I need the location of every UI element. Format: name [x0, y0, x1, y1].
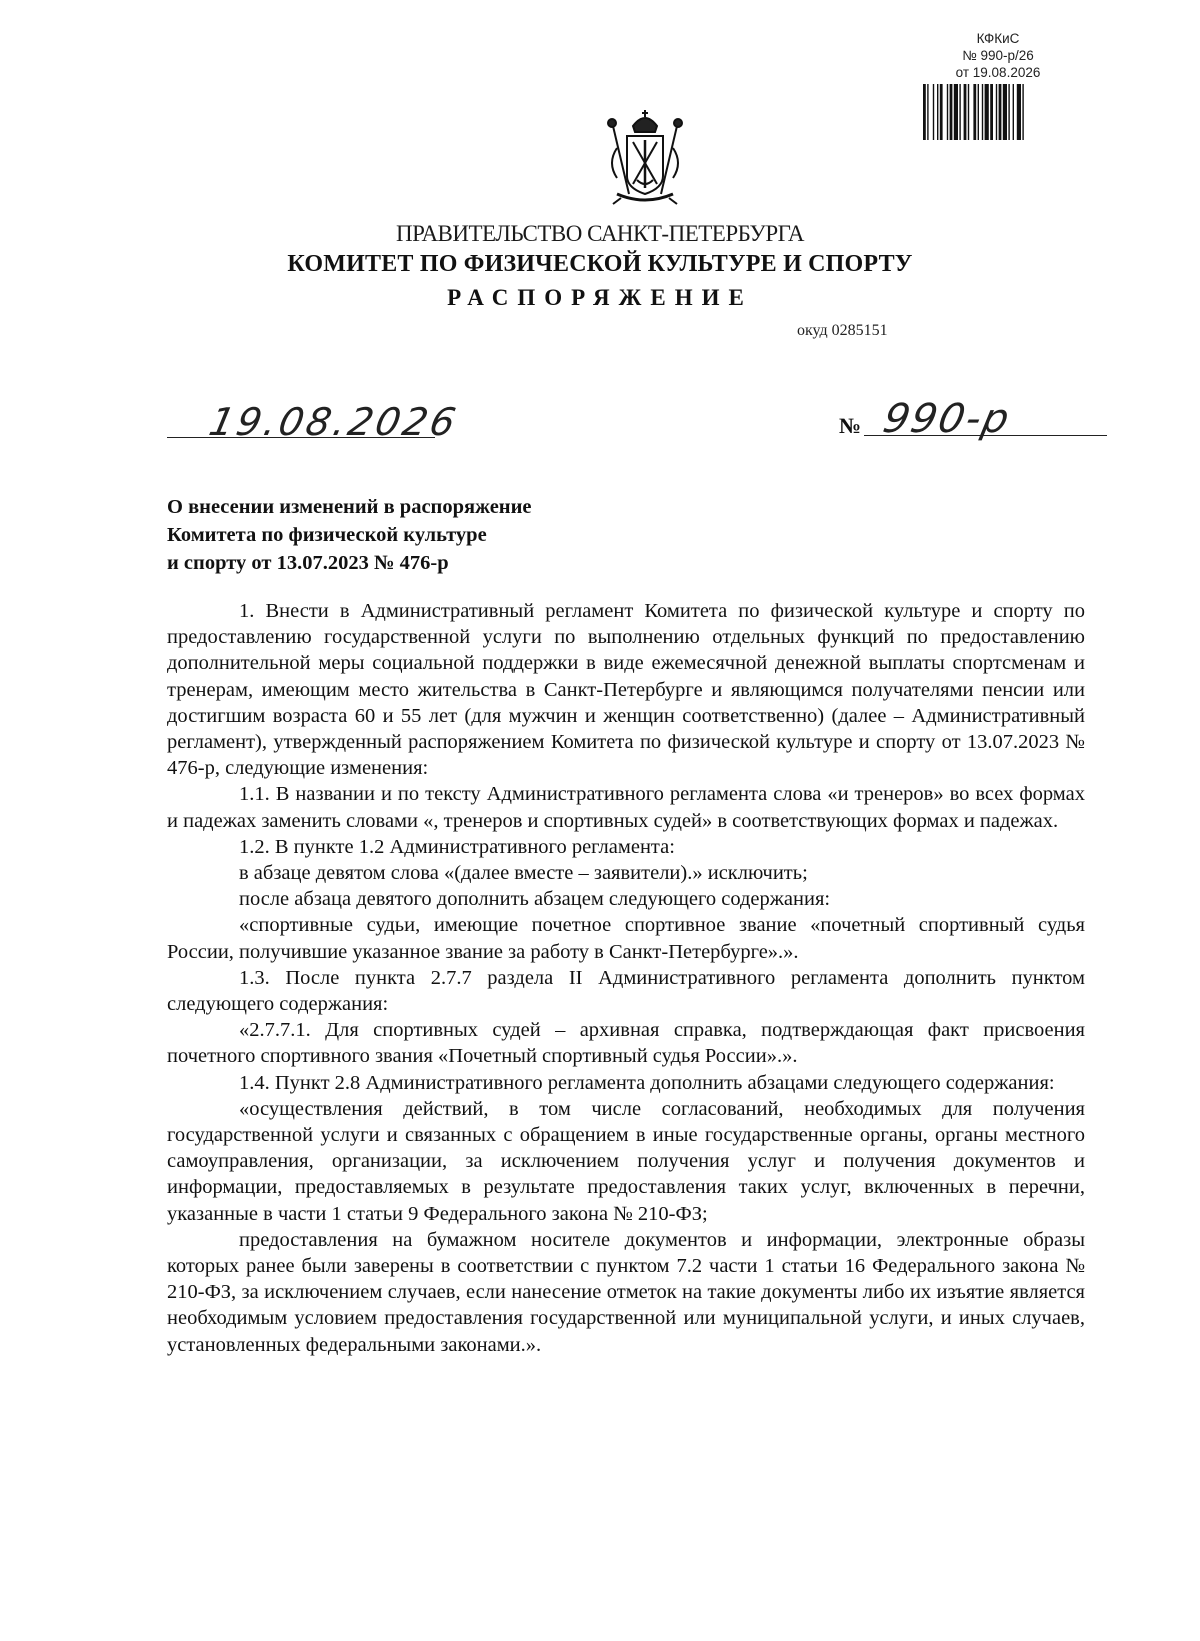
subject-line: О внесении изменений в распоряжение	[167, 496, 532, 518]
barcode-bar	[1002, 84, 1006, 140]
barcode-bar	[959, 84, 960, 140]
body-paragraph: 1.2. В пункте 1.2 Административного регламента:	[239, 835, 675, 858]
barcode-bar	[949, 84, 952, 140]
barcode-bar	[939, 84, 942, 140]
subject-line: Комитета по физической культуре	[167, 524, 487, 546]
okud-code: окуд 0285151	[797, 322, 888, 339]
barcode-bar	[1022, 84, 1023, 140]
body-paragraph: в абзаце девятом слова «(далее вместе – заявители).» исключить;	[239, 862, 808, 885]
barcode-bar	[927, 84, 928, 140]
body-paragraph: «2.7.7.1. Для спортивных судей – архивная справка, подтверждающая факт присвоения почетного спортивного звания «Почетный спортивный судья России».».	[167, 1019, 1085, 1068]
body-paragraph: «осуществления действий, в том числе согласований, необходимых для получения государственной услуги и связанных с обращением в иные государственные органы, органы местного самоуправления, организации, за исключением получения услуг и получения документов и информации, предоставляемых в результате предоставления таких услуг, включенных в перечни, указанные в части 1 статьи 9 Федерального закона № 210-ФЗ;	[167, 1097, 1085, 1225]
handwritten-date: 19.08.2026	[205, 400, 463, 444]
coat-of-arms-icon	[599, 108, 691, 208]
handwritten-number: 990-р	[879, 396, 1016, 442]
barcode-bar	[937, 84, 938, 140]
stamp-reg-date: от 19.08.2026	[955, 65, 1041, 80]
body-paragraph: 1. Внести в Административный регламент Комитета по физической культуре и спорту по предоставлению государственной услуги по выполнению отдельных функций по предоставлению дополнительной меры социальной поддержки в виде ежемесячной денежной выплаты спортсменам и тренерам, имеющим место жительства в Санкт-Петербурге и являющимся получателями пенсии или достигшим возраста 60 и 55 лет (для мужчин и женщин соответственно) (далее – Административный регламент), утвержденный распоряжением Комитета по физической культуре и спорту от 13.07.2023 № 476-р, следующие изменения:	[167, 600, 1085, 780]
body-paragraph: предоставления на бумажном носителе документов и информации, электронные образы которых ранее были заверены в соответствии с пунктом 7.2 части 1 статьи 16 Федерального закона № 210-ФЗ, за исключением случаев, если нанесение отметок на такие документы либо их изъятие является необходимым условием предоставления государственной или муниципальной услуги, и иных случаев, установленных федеральными законами.».	[167, 1228, 1085, 1356]
registration-stamp	[918, 30, 1078, 140]
document-subject	[167, 493, 667, 577]
barcode-icon	[921, 84, 1076, 140]
barcode-bar	[995, 84, 996, 140]
barcode-bar	[1012, 84, 1013, 140]
barcode-bar	[977, 84, 978, 140]
body-paragraph: после абзаца девятого дополнить абзацем следующего содержания:	[239, 888, 831, 911]
body-paragraph: 1.1. В названии и по тексту Административного регламента слова «и тренеров» во всех формах и падежах заменить словами «, тренеров и спортивных судей» в соответствующих формах и падежах.	[167, 783, 1085, 832]
barcode-bar	[984, 84, 988, 140]
document-type: РАСПОРЯЖЕНИЕ	[447, 285, 753, 310]
barcode-bar	[1008, 84, 1009, 140]
barcode-bar	[953, 84, 957, 140]
body-paragraph: 1.3. После пункта 2.7.7 раздела II Административного регламента дополнить пунктом следующего содержания:	[167, 966, 1085, 1016]
body-paragraph: «спортивные судьи, имеющие почетное спортивное звание «почетный спортивный судья России, получившие указанное звание за работу в Санкт-Петербурге».».	[167, 914, 1085, 963]
barcode-bar	[963, 84, 966, 140]
committee-name: КОМИТЕТ ПО ФИЗИЧЕСКОЙ КУЛЬТУРЕ И СПОРТУ	[287, 251, 913, 277]
date-underline	[167, 437, 435, 438]
number-underline	[864, 435, 1107, 436]
barcode-bar	[990, 84, 993, 140]
barcode-bar	[981, 84, 982, 140]
barcode-bar	[946, 84, 947, 140]
barcode-bar	[998, 84, 1001, 140]
subject-line: и спорту от 13.07.2023 № 476-р	[167, 552, 449, 574]
stamp-reg-number: № 990-р/26	[962, 48, 1034, 63]
barcode-bar	[973, 84, 976, 140]
document-body	[167, 598, 1085, 1358]
number-label: №	[839, 413, 862, 438]
barcode-bar	[923, 84, 926, 140]
barcode-bar	[932, 84, 933, 140]
government-name: ПРАВИТЕЛЬСТВО САНКТ-ПЕТЕРБУРГА	[395, 221, 805, 246]
body-paragraph: 1.4. Пункт 2.8 Административного регламента дополнить абзацами следующего содержания:	[239, 1071, 1055, 1094]
barcode-bar	[1016, 84, 1020, 140]
barcode-bar	[967, 84, 968, 140]
stamp-org: КФКиС	[976, 31, 1020, 46]
